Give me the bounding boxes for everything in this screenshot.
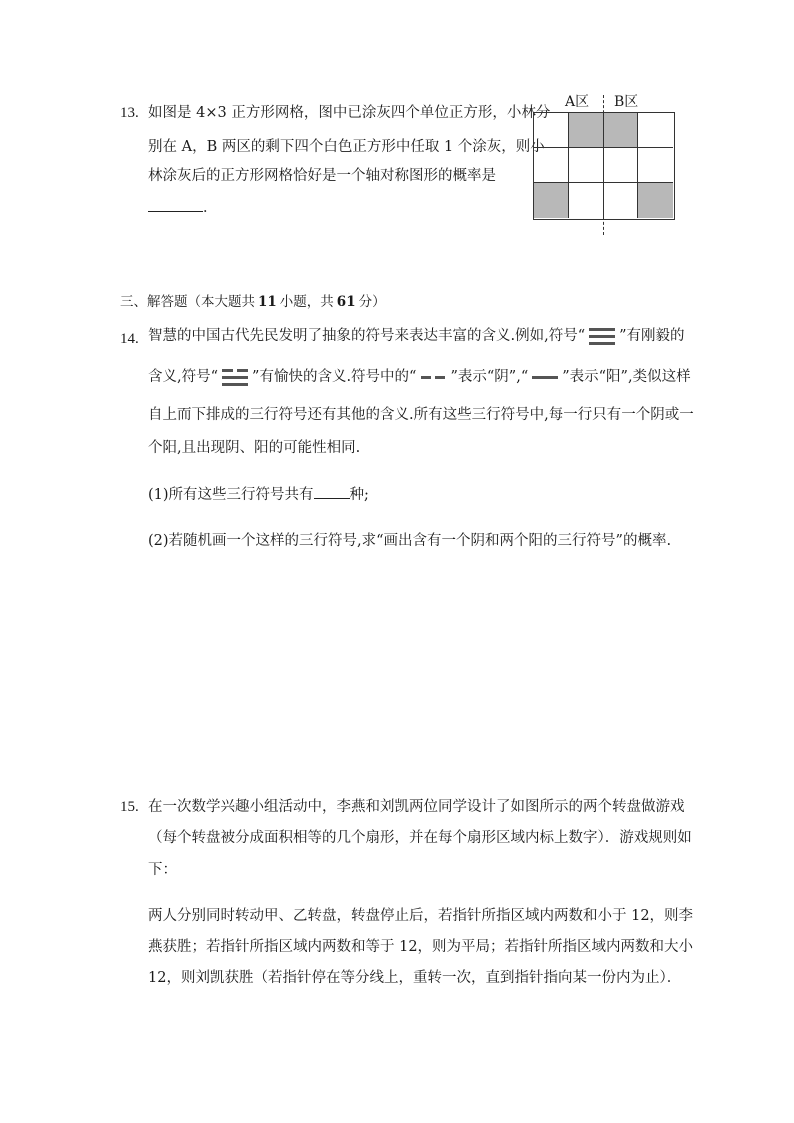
grid-cell-white bbox=[534, 113, 569, 148]
q15-line-6: 12，则刘凯获胜（若指针停在等分线上，重转一次，直到指针指向某一份内为止）． bbox=[148, 970, 682, 986]
trigram-dui-icon bbox=[220, 367, 250, 387]
q14-line-3: 自上而下排成的三行符号还有其他的含义.所有这些三行符号中,每一行只有一个阴或一 bbox=[148, 407, 694, 423]
grid-cell-white bbox=[569, 148, 604, 183]
q14-line-4: 个阳,且出现阴、阳的可能性相同. bbox=[148, 440, 361, 456]
q13-line-2: 别在 A，B 两区的剩下四个白色正方形中任取 1 个涂灰，则小 bbox=[148, 139, 545, 155]
yang-line-icon bbox=[530, 367, 560, 387]
q15-line-1: 在一次数学兴趣小组活动中，李燕和刘凯两位同学设计了如图所示的两个转盘做游戏 bbox=[148, 799, 685, 815]
label-zone-b: B区 bbox=[614, 94, 639, 110]
grid-cell-gray bbox=[569, 113, 604, 148]
q15-line-5: 燕获胜；若指针所指区域内两数和等于 12，则为平局；若指针所指区域内两数和大小 bbox=[148, 939, 694, 955]
q15-line-2: （每个转盘被分成面积相等的几个扇形，并在每个扇形区域内标上数字）．游戏规则如 bbox=[148, 830, 692, 846]
q13-number: 13. bbox=[120, 105, 139, 121]
yin-line-icon bbox=[418, 367, 448, 387]
q15-line-4: 两人分别同时转动甲、乙转盘，转盘停止后，若指针所指区域内两数和小于 12，则李 bbox=[148, 908, 694, 924]
grid-figure bbox=[533, 112, 675, 220]
q13-line-1: 如图是 4×3 正方形网格，图中已涂灰四个单位正方形，小林分 bbox=[148, 105, 551, 121]
grid-cell-gray bbox=[638, 183, 673, 218]
grid-cell-gray bbox=[604, 113, 639, 148]
grid-cell-white bbox=[569, 183, 604, 218]
q14-line-2: 含义,符号“ ”有愉快的含义.符号中的“ ”表示“阴”,“ ”表示“阳”,类似这样 bbox=[148, 369, 691, 385]
q14-line-1: 智慧的中国古代先民发明了抽象的符号来表达丰富的含义.例如,符号“ ”有刚毅的 bbox=[148, 328, 685, 344]
answer-blank bbox=[314, 484, 350, 499]
trigram-qian-icon bbox=[587, 326, 617, 346]
grid-cell-white bbox=[604, 183, 639, 218]
q14-number: 14. bbox=[120, 331, 139, 347]
q14-part-2: (2)若随机画一个这样的三行符号,求“画出含有一个阴和两个阳的三行符号”的概率. bbox=[148, 533, 672, 549]
grid-cell-white bbox=[638, 113, 673, 148]
q15-line-3: 下： bbox=[148, 862, 177, 878]
q15-number: 15. bbox=[120, 799, 139, 815]
q13-answer-line bbox=[148, 197, 218, 218]
grid-cell-white bbox=[534, 148, 569, 183]
section-heading: 三、解答题（本大题共 11 小题，共 61 分） bbox=[120, 294, 386, 310]
q13-period: ． bbox=[203, 200, 218, 216]
q14-part-1: (1)所有这些三行符号共有 种; bbox=[148, 484, 369, 505]
answer-blank bbox=[148, 197, 203, 212]
axis-dashed-line bbox=[603, 95, 604, 235]
grid-cell-gray bbox=[534, 183, 569, 218]
q13-line-3: 林涂灰后的正方形网格恰好是一个轴对称图形的概率是 bbox=[148, 168, 496, 184]
label-zone-a: A区 bbox=[565, 94, 590, 110]
grid-cell-white bbox=[604, 148, 639, 183]
grid-cell-white bbox=[638, 148, 673, 183]
